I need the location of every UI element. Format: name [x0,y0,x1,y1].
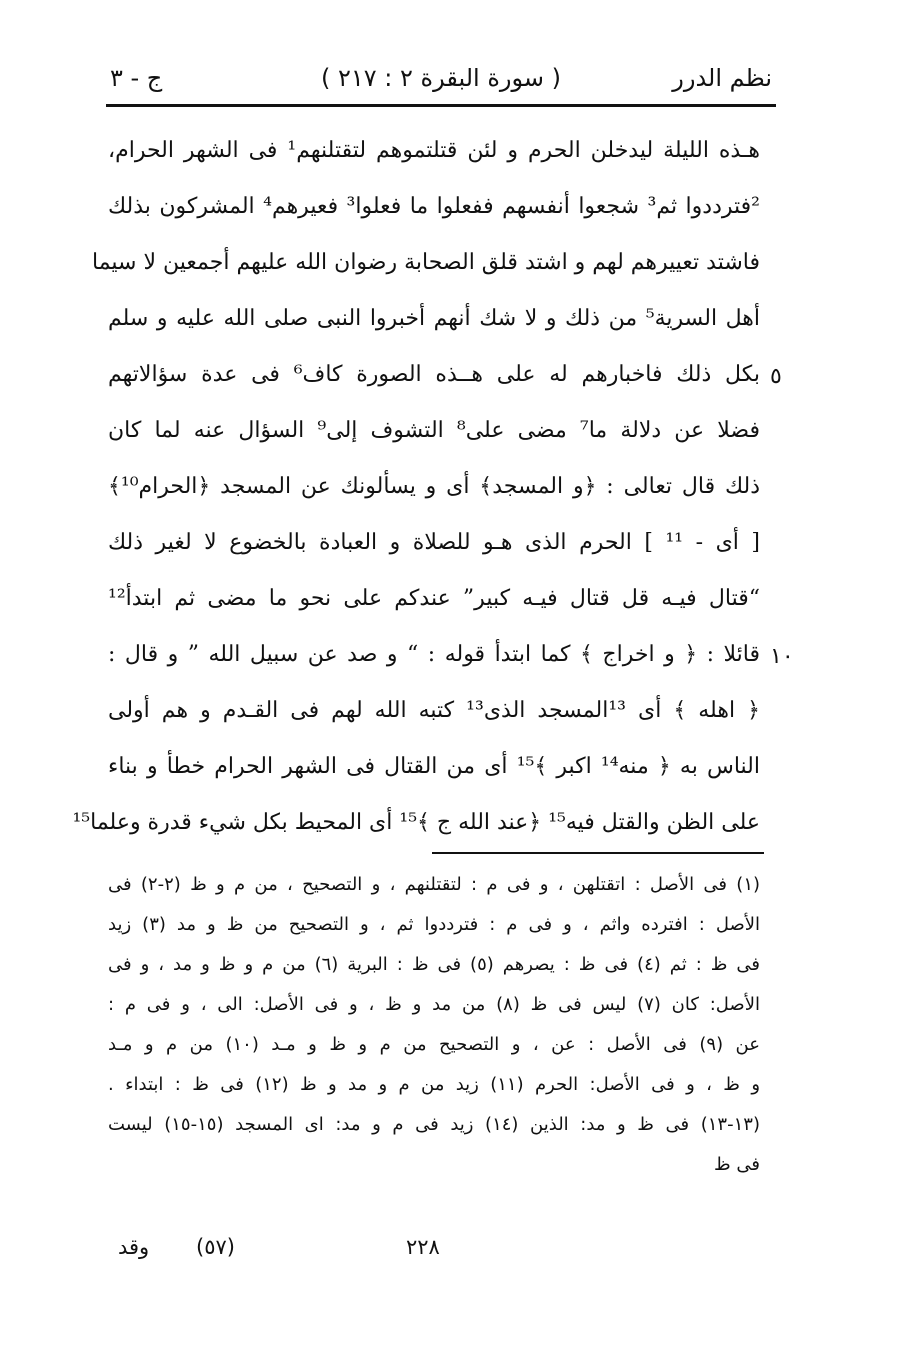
text-line: أهل السرية⁵ من ذلك و لا شك أنهم أخبروا النبى صلى الله عليه و سلم [108,306,760,331]
text-line: بكل ذلك فاخبارهم له على هــذه الصورة كاف⁶ فى عدة سؤالاتهم [108,362,760,387]
running-header [110,58,772,98]
line-number-5: ٥ [770,364,782,389]
surah-reference: ( سورة البقرة ٢ : ٢١٧ ) [320,64,561,92]
text-line: على الظن والقتل فيه¹⁵ ﴿عند الله ج ﴾¹⁵ أى المحيط بكل شيء قدرة وعلما¹⁵ [72,810,760,835]
signature-mark: (٥٧) [196,1235,235,1259]
page-number: ٢٢٨ [406,1235,440,1259]
text-line: فضلا عن دلالة ما⁷ مضى على⁸ التشوف إلى⁹ السؤال عنه لما كان [108,418,760,443]
text-line: فاشتد تعييرهم لهم و اشتد قلق الصحابة رضوان الله عليهم أجمعين لا سيما [92,250,760,275]
footnote-line: (١) فى الأصل : اتقتلهن ، و فى م : لتقتلنهم ، و التصحيح ، من م و ظ (٢-٢) فى [108,874,761,895]
footnote-line: فى ظ [714,1154,760,1175]
text-line: “قتال فيـه قل قتال فيـه كبير” عندكم على نحو ما مضى ثم ابتدأ¹² [108,586,760,611]
footnote-line: فى ظ : ثم (٤) فى ظ : يصرهم (٥) فى ظ : البرية (٦) من م و ظ و مد ، و فى [108,954,761,975]
text-line: ²فترددوا ثم³ شجعوا أنفسهم ففعلوا ما فعلوا³ فعيرهم⁴ المشركون بذلك [108,194,760,219]
footnote-line: و ظ ، و فى الأصل: الحرم (١١) زيد من م و مد و ظ (١٢) فى ظ : ابتداء . [108,1074,761,1095]
footnote-separator [432,852,764,854]
footnote-line: (١٣-١٣) فى ظ و مد: الذين (١٤) زيد فى م و مد: اى المسجد (١٥-١٥) ليست [108,1114,760,1135]
volume-label: ج - ٣ [110,64,163,92]
book-title: نظم الدرر [672,64,772,92]
catchword: وقد [118,1235,150,1259]
text-line: الناس به ﴿ منه¹⁴ اكبر ﴾¹⁵ أى من القتال فى الشهر الحرام خطأ و بناء [108,754,760,779]
text-line: ذلك قال تعالى : ﴿و المسجد﴾ أى و يسألونك عن المسجد ﴿الحرام¹⁰﴾ [108,474,760,499]
header-rule [106,104,776,107]
footnote-line: عن (٩) فى الأصل : عن ، و التصحيح من م و ظ و مـد (١٠) من م و مـد [108,1034,761,1055]
text-line: ﴿ اهله ﴾ أى ¹³المسجد الذى¹³ كتبه الله لهم فى القـدم و هم أولى [108,698,760,723]
text-line: [ أى - ¹¹ ] الحرم الذى هـو للصلاة و العبادة بالخضوع لا لغير ذلك [108,530,761,555]
text-line: قائلا : ﴿ و اخراج ﴾ كما ابتدأ قوله : “ و صد عن سبيل الله ” و قال : [108,642,760,667]
footnote-line: الأصل : افترده واثم ، و فى م : فترددوا ثم ، و التصحيح من ظ و مد (٣) زيد [108,914,761,935]
text-line: هـذه الليلة ليدخلن الحرم و لئن قتلتموهم لتقتلنهم¹ فى الشهر الحرام، [108,138,760,163]
footnote-line: الأصل: كان (٧) ليس فى ظ (٨) من مد و ظ ، و فى الأصل: الى ، و فى م : [108,994,760,1015]
line-number-10: ١٠ [770,644,794,669]
